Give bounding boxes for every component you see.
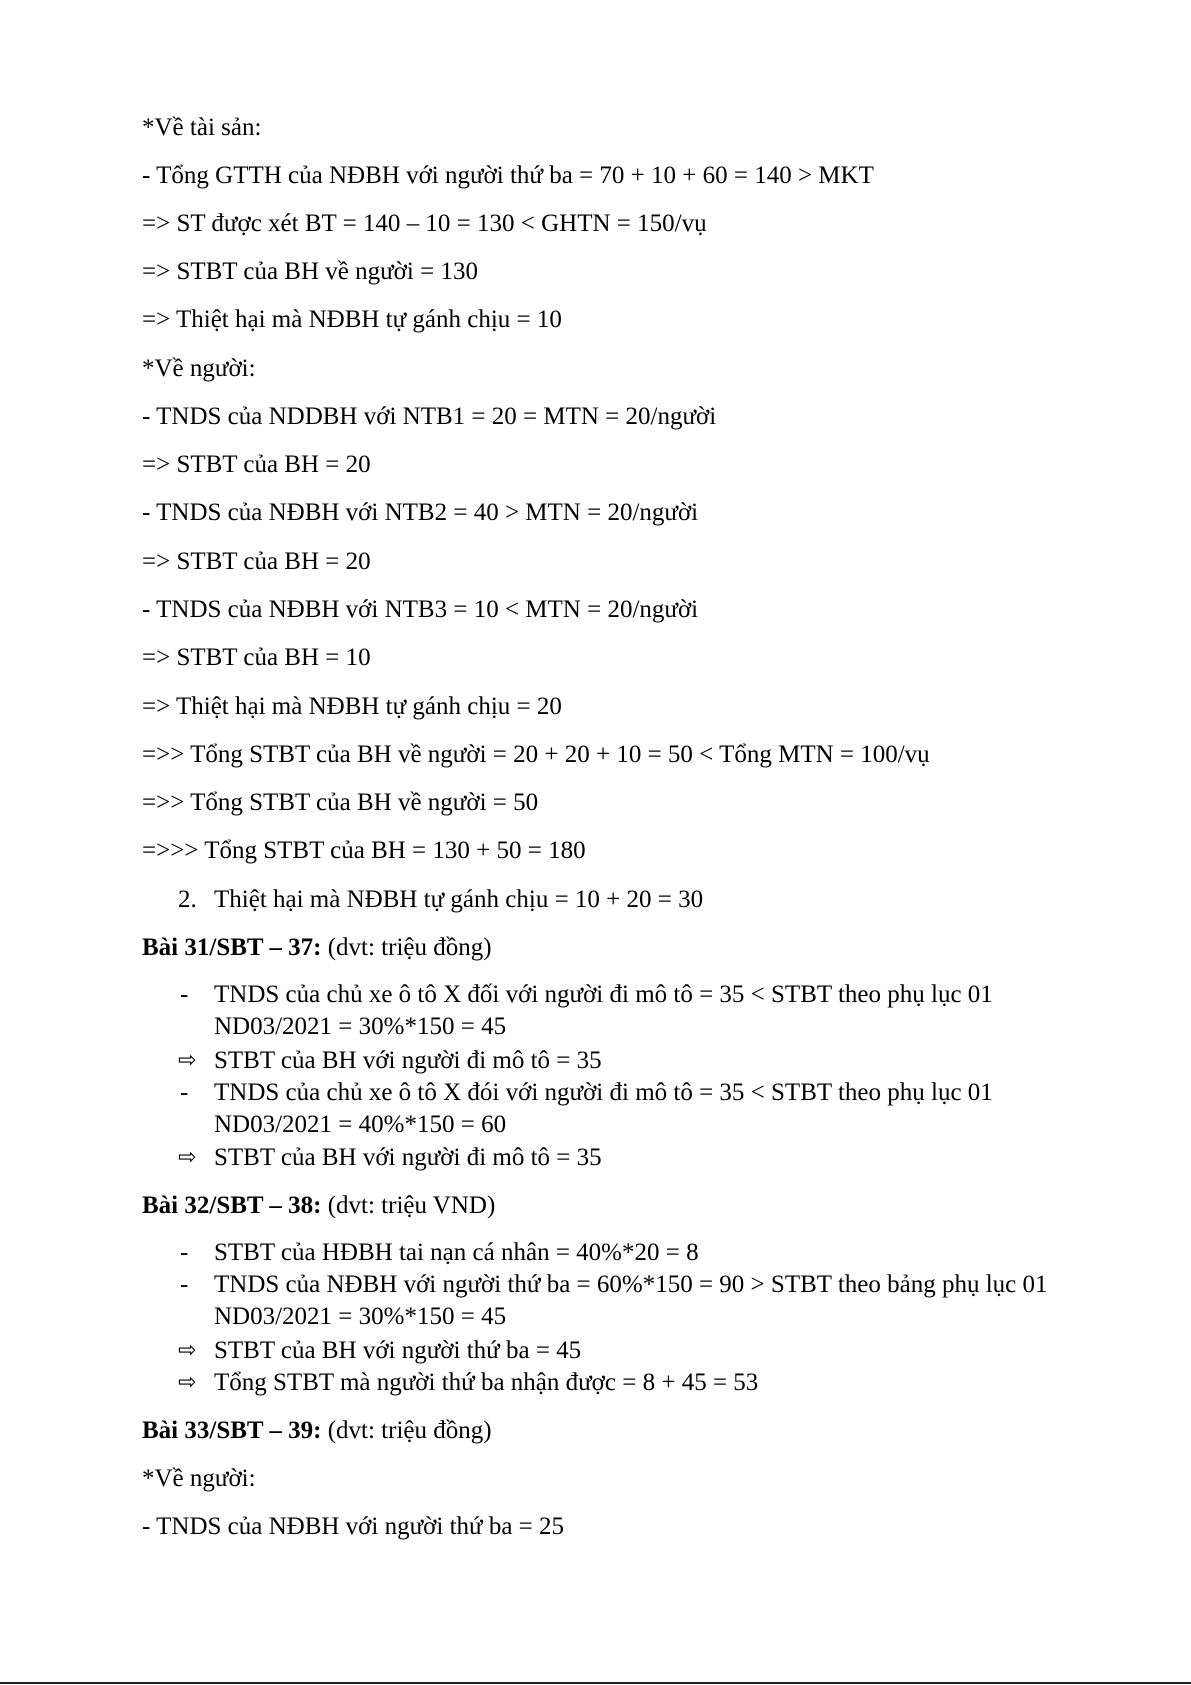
arrow-icon: ⇨ [178, 1145, 197, 1170]
list-item: TNDS của NĐBH với người thứ ba = 60%*150 = 90 > STBT theo bảng phụ lục 01 [214, 1271, 1048, 1298]
list-item: TNDS của chủ xe ô tô X đói với người đi mô tô = 35 < STBT theo phụ lục 01 [214, 1079, 993, 1106]
dash-marker: - [180, 1271, 189, 1298]
text-line: =>> Tổng STBT của BH về người = 20 + 20 + 10 = 50 < Tổng MTN = 100/vụ [142, 741, 930, 768]
exercise-32-heading [142, 1191, 495, 1221]
text-line: => ST được xét BT = 140 – 10 = 130 < GHTN = 150/vụ [142, 210, 707, 237]
list-item-continuation: ND03/2021 = 30%*150 = 45 [214, 1013, 507, 1040]
text-line: =>>> Tổng STBT của BH = 130 + 50 = 180 [142, 837, 586, 864]
list-item: Tổng STBT mà người thứ ba nhận được = 8 + 45 = 53 [214, 1369, 759, 1396]
exercise-unit: (dvt: triệu VND) [321, 1192, 496, 1219]
text-line: => STBT của BH = 20 [142, 548, 371, 575]
page-bottom-rule [0, 1682, 1191, 1684]
arrow-icon: ⇨ [178, 1370, 197, 1395]
list-item: TNDS của chủ xe ô tô X đối với người đi mô tô = 35 < STBT theo phụ lục 01 [214, 981, 993, 1008]
text-line: - Tổng GTTH của NĐBH với người thứ ba = 70 + 10 + 60 = 140 > MKT [142, 162, 874, 189]
dash-marker: - [180, 981, 189, 1008]
list-item: STBT của HĐBH tai nạn cá nhân = 40%*20 = 8 [214, 1239, 699, 1266]
exercise-title: Bài 31/SBT – 37: [142, 934, 322, 961]
exercise-title: Bài 32/SBT – 38: [142, 1192, 322, 1219]
exercise-unit: (dvt: triệu đồng) [321, 1417, 492, 1444]
text-line: => Thiệt hại mà NĐBH tự gánh chịu = 20 [142, 693, 562, 720]
text-line: => STBT của BH = 20 [142, 451, 371, 478]
arrow-icon: ⇨ [178, 1338, 197, 1363]
text-line: => Thiệt hại mà NĐBH tự gánh chịu = 10 [142, 306, 562, 333]
text-line: - TNDS của NDDBH với NTB1 = 20 = MTN = 20/người [142, 403, 717, 430]
text-line: => STBT của BH về người = 130 [142, 258, 478, 285]
list-item: STBT của BH với người đi mô tô = 35 [214, 1047, 602, 1074]
text-line: - TNDS của NĐBH với người thứ ba = 25 [142, 1513, 565, 1540]
heading-ve-nguoi: *Về người: [142, 355, 256, 382]
list-item: Thiệt hại mà NĐBH tự gánh chịu = 10 + 20 = 30 [214, 886, 704, 913]
list-item: STBT của BH với người thứ ba = 45 [214, 1337, 582, 1364]
exercise-33-heading [142, 1416, 492, 1446]
arrow-icon: ⇨ [178, 1048, 197, 1073]
heading-ve-nguoi: *Về người: [142, 1465, 256, 1492]
text-line: - TNDS của NĐBH với NTB3 = 10 < MTN = 20/người [142, 596, 699, 623]
text-line: => STBT của BH = 10 [142, 644, 371, 671]
heading-ve-tai-san: *Về tài sản: [142, 114, 262, 141]
text-line: - TNDS của NĐBH với NTB2 = 40 > MTN = 20/người [142, 499, 699, 526]
exercise-unit: (dvt: triệu đồng) [321, 934, 492, 961]
exercise-title: Bài 33/SBT – 39: [142, 1417, 322, 1444]
list-item-continuation: ND03/2021 = 30%*150 = 45 [214, 1303, 507, 1330]
dash-marker: - [180, 1239, 189, 1266]
list-item: STBT của BH với người đi mô tô = 35 [214, 1144, 602, 1171]
dash-marker: - [180, 1079, 189, 1106]
text-line: =>> Tổng STBT của BH về người = 50 [142, 789, 539, 816]
list-item-continuation: ND03/2021 = 40%*150 = 60 [214, 1111, 507, 1138]
exercise-31-heading [142, 933, 492, 963]
list-number: 2. [178, 886, 197, 913]
